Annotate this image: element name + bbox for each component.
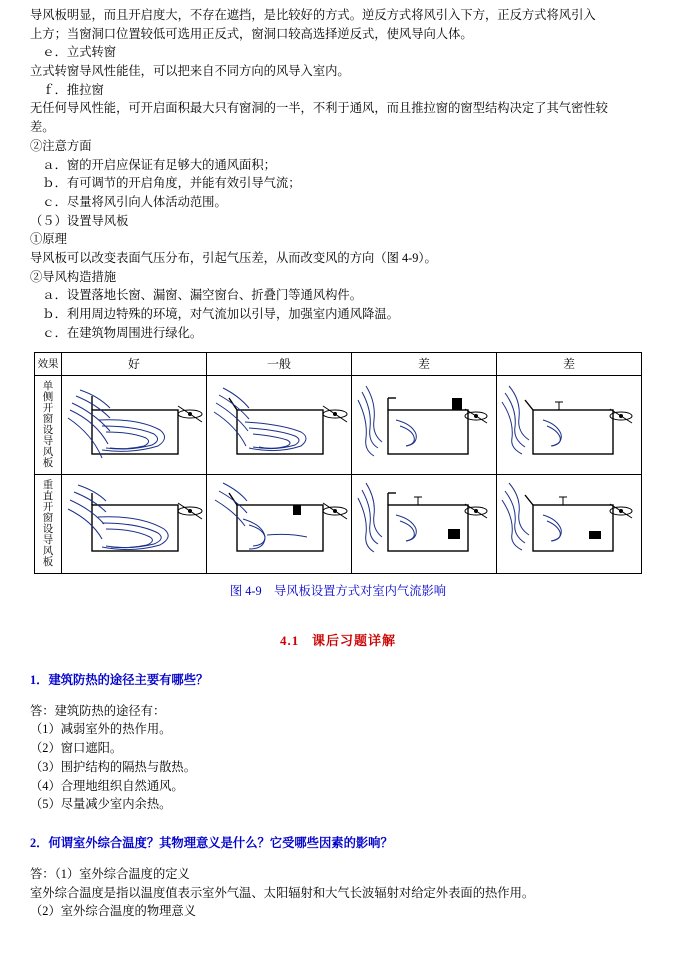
diagram-cell-r1c1 [62, 376, 207, 475]
answer-line: （4）合理地组织自然通风。 [30, 778, 184, 793]
paragraph-line: ｆ．推拉窗 [30, 82, 104, 97]
paragraph-line: ｃ．尽量将风引向人体活动范围。 [30, 194, 227, 209]
paragraph-line: 导风板可以改变表面气压分布，引起气压差，从而改变风的方向（图 4-9）。 [30, 250, 437, 265]
paragraph-line: ｂ．有可调节的开启角度，并能有效引导气流； [30, 176, 301, 191]
answer-line: 答：（1）室外综合温度的定义 [30, 866, 190, 881]
question-text: 2．何谓室外综合温度？其物理意义是什么？它受哪些因素的影响？ [30, 835, 393, 850]
row-label-single-side: 单 侧 开 窗 设 导 风 板 [35, 376, 62, 475]
column-header-poor-2: 差 [497, 353, 642, 376]
paragraph-line: 上方；当窗洞口位置较低可选用正反式，窗洞口较高选择逆反式，使风导向人体。 [30, 26, 473, 41]
paragraph-line: ｃ．在建筑物周围进行绿化。 [30, 325, 203, 340]
paragraph-line: 差。 [30, 120, 55, 135]
paragraph-line: ａ．窗的开启应保证有足够大的通风面积； [30, 157, 276, 172]
figure-4-9 [30, 352, 646, 574]
answer-line: （2）室外综合温度的物理意义 [30, 904, 197, 919]
diagram-cell-r2c2 [207, 475, 352, 574]
answer-line: 室外综合温度是指以温度值表示室外气温、太阳辐射和大气长波辐射对给定外表面的热作用。 [30, 885, 535, 900]
figure-table [34, 352, 642, 574]
row-label-vertical: 重 直 开 窗 设 导 风 板 [35, 475, 62, 574]
diagram-cell-r2c3 [352, 475, 497, 574]
column-header-average: 一般 [207, 353, 352, 376]
column-header-good: 好 [62, 353, 207, 376]
answer-line: （1）减弱室外的热作用。 [30, 722, 172, 737]
paragraph-line: ②导风构造措施 [30, 269, 117, 284]
paragraph-line: ａ．设置落地长窗、漏窗、漏空窗台、折叠门等通风构件。 [30, 288, 363, 303]
paragraph-line: （５）设置导风板 [30, 213, 129, 228]
section-title-text: 课后习题详解 [311, 633, 396, 649]
figure-row-vertical [35, 475, 642, 574]
paragraph-line: 立式转窗导风性能佳，可以把来自不同方向的风导入室内。 [30, 64, 350, 79]
paragraph-line: 导风板明显，而且开启度大，不存在遮挡，是比较好的方式。逆反方式将风引入下方，正反方式将风引入 [30, 8, 596, 22]
paragraph-line: ｅ．立式转窗 [30, 45, 117, 60]
figure-caption: 图 4-9 导风板设置方式对室内气流影响 [229, 584, 447, 599]
column-header-poor-1: 差 [352, 353, 497, 376]
answer-line: 答：建筑防热的途径有： [30, 703, 166, 718]
answer-line: （2）窗口遮阳。 [30, 741, 123, 756]
diagram-cell-r1c2 [207, 376, 352, 475]
question-block-2 [30, 834, 646, 921]
figure-row-single-side [35, 376, 642, 475]
answer-line: （3）围护结构的隔热与散热。 [30, 759, 197, 774]
section-heading [30, 631, 646, 651]
section-number: 4.1 [279, 633, 300, 649]
paragraph-line: ｂ．利用周边特殊的环境，对气流加以引导，加强室内通风降温。 [30, 307, 399, 321]
figure-header-row [35, 353, 642, 376]
diagram-cell-r1c3 [352, 376, 497, 475]
body-text-block [30, 6, 646, 342]
diagram-cell-r2c4 [497, 475, 642, 574]
question-text: 1．建筑防热的途径主要有哪些？ [30, 672, 209, 687]
answer-line: （5）尽量减少室内余热。 [30, 797, 172, 812]
paragraph-line: 无任何导风性能，可开启面积最大只有窗洞的一半，不利于通风，而且推拉窗的窗型结构决定了其气密性较 [30, 101, 608, 116]
question-block-1 [30, 671, 646, 814]
effect-label-cell: 效果 [35, 353, 62, 376]
paragraph-line: ②注意方面 [30, 138, 92, 153]
paragraph-line: ①原理 [30, 232, 67, 247]
diagram-cell-r1c4 [497, 376, 642, 475]
diagram-cell-r2c1 [62, 475, 207, 574]
